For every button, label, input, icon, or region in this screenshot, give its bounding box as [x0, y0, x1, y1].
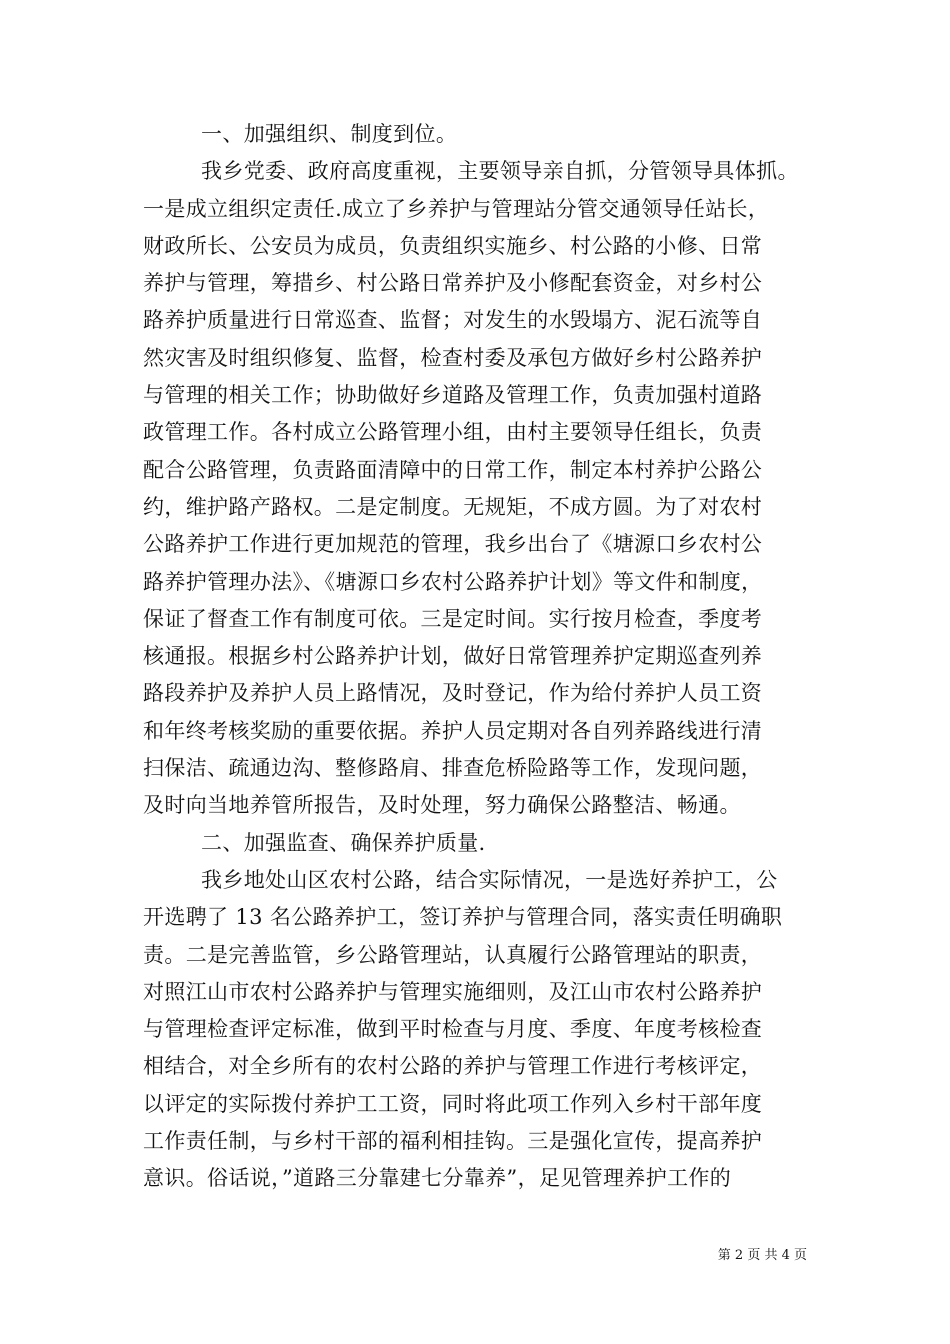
- text-line: 路段养护及养护人员上路情况，及时登记，作为给付养护人员工资: [143, 681, 763, 706]
- text-line: 开选聘了 13 名公路养护工，签订养护与管理合同，落实责任明确职: [143, 905, 783, 930]
- text-line: 一、加强组织、制度到位。: [201, 122, 458, 146]
- text-line: 与管理的相关工作；协助做好乡道路及管理工作，负责加强村道路: [143, 383, 763, 408]
- text-line: 政管理工作。各村成立公路管理小组，由村主要领导任组长，负责: [143, 420, 763, 445]
- text-line: 然灾害及时组织修复、监督，检查村委及承包方做好乡村公路养护: [143, 345, 763, 370]
- page-number-footer: 第 2 页 共 4 页: [717, 1248, 807, 1263]
- text-line: 配合公路管理，负责路面清障中的日常工作，制定本村养护公路公: [143, 457, 763, 482]
- text-line: 核通报。根据乡村公路养护计划，做好日常管理养护定期巡查列养: [143, 644, 763, 669]
- text-line: 和年终考核奖励的重要依据。养护人员定期对各自列养路线进行清: [143, 718, 763, 743]
- text-line: 工作责任制，与乡村干部的福利相挂钩。三是强化宣传，提高养护: [143, 1129, 763, 1154]
- text-line: 财政所长、公安员为成员，负责组织实施乡、村公路的小修、日常: [143, 233, 763, 258]
- text-line: 对照江山市农村公路养护与管理实施细则，及江山市农村公路养护: [143, 979, 763, 1004]
- text-line: 保证了督查工作有制度可依。三是定时间。实行按月检查，季度考: [143, 606, 763, 631]
- text-line: 相结合，对全乡所有的农村公路的养护与管理工作进行考核评定，: [143, 1054, 763, 1079]
- text-line: 扫保洁、疏通边沟、整修路肩、排查危桥险路等工作，发现问题，: [143, 756, 763, 781]
- text-line: 我乡党委、政府高度重视，主要领导亲自抓，分管领导具体抓。: [201, 159, 799, 184]
- text-line: 意识。俗话说，”道路三分靠建七分靠养”，足见管理养护工作的: [143, 1166, 732, 1191]
- text-line: 及时向当地养管所报告，及时处理，努力确保公路整洁、畅通。: [143, 793, 741, 818]
- text-line: 一是成立组织定责任.成立了乡养护与管理站分管交通领导任站长，: [143, 196, 770, 221]
- text-line: 二、加强监查、确保养护质量.: [201, 830, 486, 855]
- text-line: 养护与管理，筹措乡、村公路日常养护及小修配套资金，对乡村公: [143, 271, 763, 296]
- text-line: 我乡地处山区农村公路，结合实际情况，一是选好养护工，公: [201, 867, 778, 892]
- text-line: 公路养护工作进行更加规范的管理，我乡出台了《塘源口乡农村公: [143, 532, 763, 557]
- document-body: [143, 116, 813, 1198]
- text-line: 责。二是完善监管，乡公路管理站，认真履行公路管理站的职责，: [143, 942, 763, 967]
- text-line: 以评定的实际拨付养护工工资，同时将此项工作列入乡村干部年度: [143, 1091, 763, 1116]
- text-line: 约，维护路产路权。二是定制度。无规矩，不成方圆。为了对农村: [143, 494, 763, 519]
- text-line: 与管理检查评定标准，做到平时检查与月度、季度、年度考核检查: [143, 1017, 763, 1042]
- text-line: 路养护质量进行日常巡查、监督；对发生的水毁塌方、泥石流等自: [143, 308, 763, 333]
- text-line: 路养护管理办法》、《塘源口乡农村公路养护计划》等文件和制度，: [143, 569, 763, 594]
